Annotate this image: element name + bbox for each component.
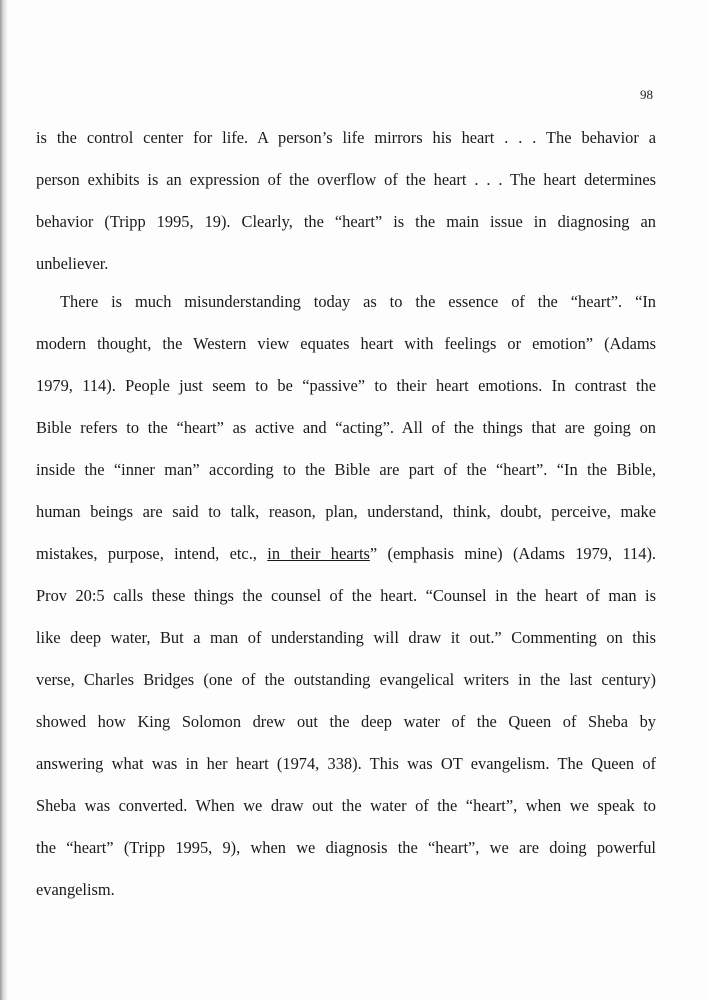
page-number: 98 <box>640 87 653 102</box>
paragraph-first-line: There is much misunderstanding today as to the essence of the “heart”. “In <box>60 292 656 311</box>
text-line: the “heart” (Tripp 1995, 9), when we diagnosis the “heart”, we are doing powerful <box>36 838 656 857</box>
page-edge-shadow <box>0 0 8 1000</box>
text-line: like deep water, But a man of understanding will draw it out.” Commenting on this <box>36 628 656 647</box>
text-line: showed how King Solomon drew out the deep water of the Queen of Sheba by <box>36 712 656 731</box>
text-line: answering what was in her heart (1974, 338). This was OT evangelism. The Queen of <box>36 754 656 773</box>
text-line: 1979, 114). People just seem to be “passive” to their heart emotions. In contrast the <box>36 376 656 395</box>
text-line: inside the “inner man” according to the Bible are part of the “heart”. “In the Bible, <box>36 460 656 479</box>
text-line: Bible refers to the “heart” as active and “acting”. All of the things that are going on <box>36 418 656 437</box>
text-line: evangelism. <box>36 880 115 899</box>
text-line: behavior (Tripp 1995, 19). Clearly, the “heart” is the main issue in diagnosing an <box>36 212 656 231</box>
text-segment: ” (emphasis mine) (Adams 1979, 114). <box>369 544 656 563</box>
text-line-with-emphasis <box>36 544 656 564</box>
text-line: Prov 20:5 calls these things the counsel of the heart. “Counsel in the heart of man is <box>36 586 656 605</box>
text-line: verse, Charles Bridges (one of the outstanding evangelical writers in the last century) <box>36 670 656 689</box>
text-line: unbeliever. <box>36 254 109 273</box>
text-segment: mistakes, purpose, intend, etc., <box>36 544 268 563</box>
text-line: is the control center for life. A person’s life mirrors his heart . . . The behavior a <box>36 128 656 147</box>
text-line: Sheba was converted. When we draw out the water of the “heart”, when we speak to <box>36 796 656 815</box>
text-line: modern thought, the Western view equates heart with feelings or emotion” (Adams <box>36 334 656 353</box>
underlined-emphasis: in their hearts <box>267 544 370 563</box>
text-line: person exhibits is an expression of the overflow of the heart . . . The heart determines <box>36 170 656 189</box>
text-line: human beings are said to talk, reason, plan, understand, think, doubt, perceive, make <box>36 502 656 521</box>
